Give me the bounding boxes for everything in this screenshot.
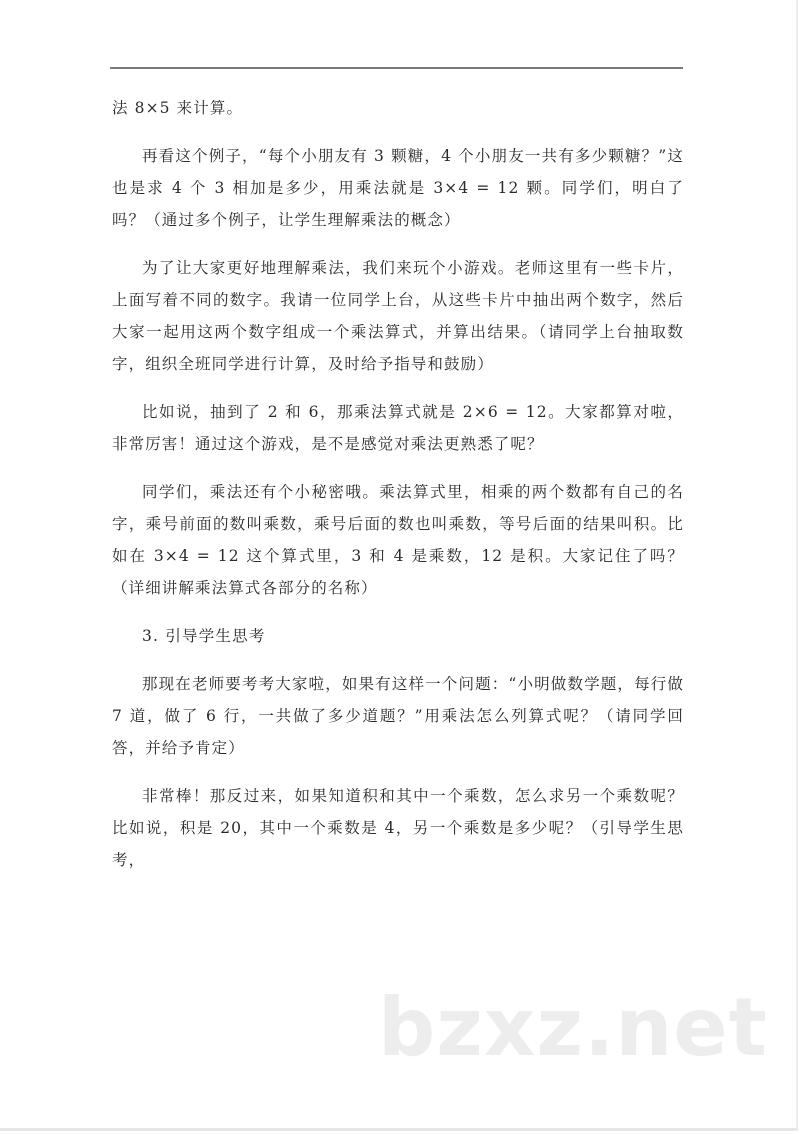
section-heading: 3. 引导学生思考 [142, 627, 266, 645]
paragraph-candy-example: 再看这个例子，“每个小朋友有 3 颗糖，4 个小朋友一共有多少颗糖？”这也是求 4 个 3 相加是多少，用乘法就是 3×4 = 12 颗。同学们，明白了吗？（通过多个例子，让学生理解乘法的概念） [112, 147, 684, 229]
watermark: bzxz.net [378, 981, 768, 1074]
paragraph-continuation: 法 8×5 来计算。 [112, 99, 244, 117]
document-body [112, 92, 684, 876]
paragraph-question: 那现在老师要考考大家啦，如果有这样一个问题：“小明做数学题，每行做 7 道，做了 6 行，一共做了多少道题？”用乘法怎么列算式呢？（请同学回答，并给予肯定） [112, 675, 684, 757]
paragraph-factor-names: 同学们，乘法还有个小秘密哦。乘法算式里，相乘的两个数都有自己的名字，乘号前面的数叫乘数，乘号后面的数也叫乘数，等号后面的结果叫积。比如在 3×4 = 12 这个算式里，3 和 4 是乘数，12 是积。大家记住了吗？（详细讲解乘法算式各部分的名称） [112, 483, 684, 597]
paragraph-inverse: 非常棒！那反过来，如果知道积和其中一个乘数，怎么求另一个乘数呢？比如说，积是 20，其中一个乘数是 4，另一个乘数是多少呢？（引导学生思考， [112, 787, 684, 869]
header-rule [110, 67, 683, 69]
paragraph-card-game: 为了让大家更好地理解乘法，我们来玩个小游戏。老师这里有一些卡片，上面写着不同的数字。我请一位同学上台，从这些卡片中抽出两个数字，然后大家一起用这两个数字组成一个乘法算式，并算出结果。（请同学上台抽取数字，组织全班同学进行计算，及时给予指导和鼓励） [112, 259, 684, 373]
paragraph-game-example: 比如说，抽到了 2 和 6，那乘法算式就是 2×6 = 12。大家都算对啦，非常厉害！通过这个游戏，是不是感觉对乘法更熟悉了呢？ [112, 403, 684, 453]
